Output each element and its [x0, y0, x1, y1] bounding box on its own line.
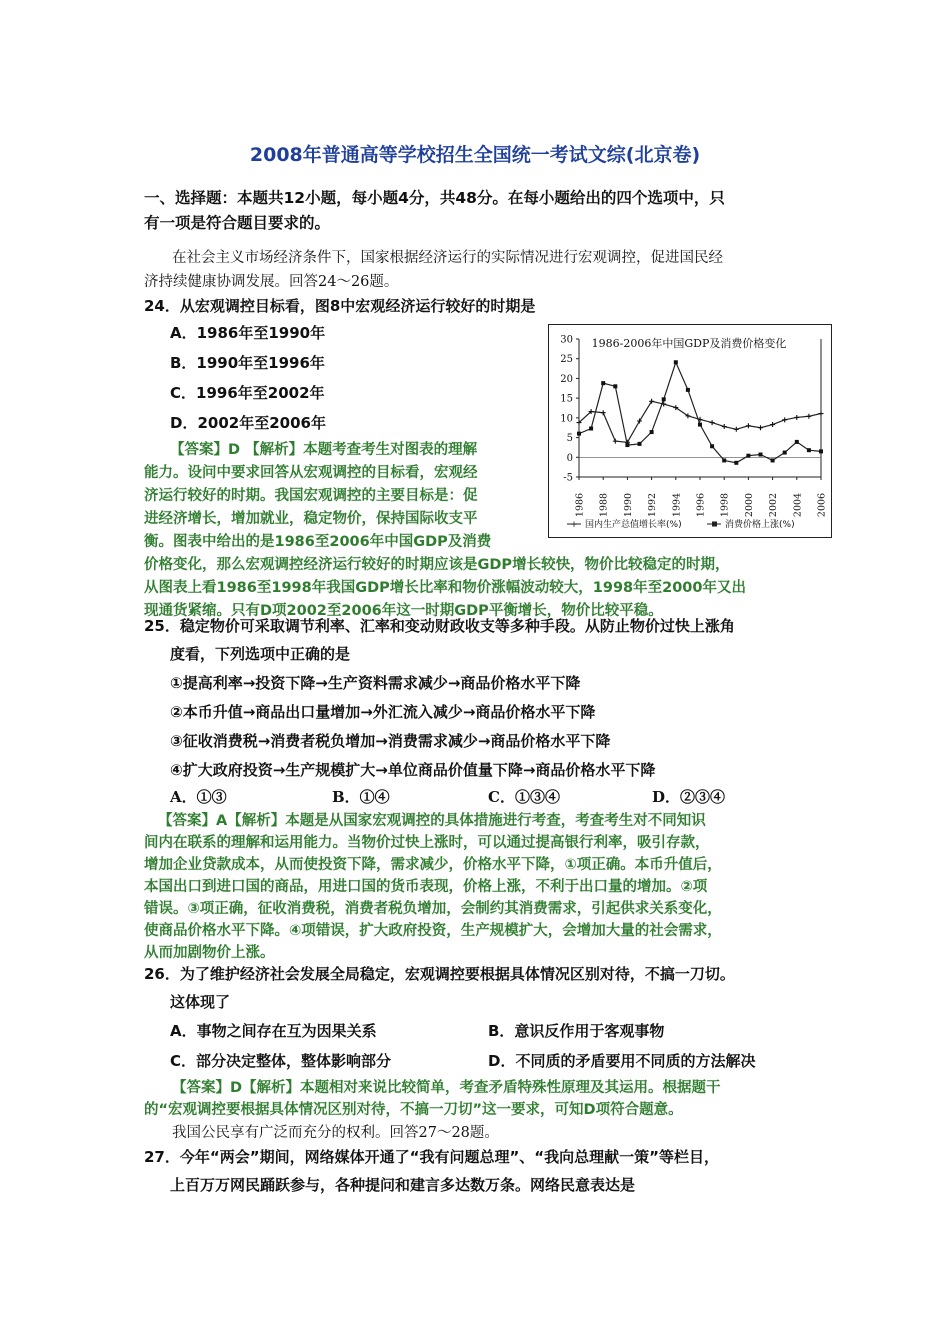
y-tick-label: 20	[560, 373, 573, 385]
q25-answer-line5: 错误。③项正确，征收消费税，消费者税负增加，会制约其消费需求，引起供求关系变化，	[144, 901, 722, 917]
gdp-point	[601, 410, 606, 415]
q24-answer-line2: 能力。设问中要求回答从宏观调控的目标看，宏观经	[144, 465, 478, 481]
chart-title: 1986-2006年中国GDP及消费价格变化	[591, 337, 787, 350]
cpi-point	[698, 423, 702, 427]
q24-answer-line7: 从图表上看1986至1998年我国GDP增长比率和物价涨幅波动较大，1998年至2000年又出	[144, 580, 746, 596]
cpi-point	[819, 449, 823, 453]
q25-answer-line6: 使商品价格水平下降。④项错误，扩大政府投资，生产规模扩大，会增加大量的社会需求，	[144, 923, 722, 939]
x-tick-label: 1996	[695, 492, 707, 518]
q25-item-1: ①提高利率→投资下降→生产资料需求减少→商品价格水平下降	[170, 674, 581, 692]
page-title: 2008年普通高等学校招生全国统一考试文综(北京卷)	[249, 144, 701, 166]
q25-stem-line2: 度看，下列选项中正确的是	[170, 645, 351, 663]
cpi-point	[577, 432, 581, 436]
y-tick-label: -5	[563, 472, 573, 484]
cpi-point	[662, 397, 666, 401]
gdp-point	[613, 439, 618, 444]
y-tick-label: 10	[560, 413, 573, 425]
y-tick-label: 25	[560, 354, 573, 366]
cpi-point	[613, 384, 617, 388]
gdp-point	[722, 424, 727, 429]
q26-answer-line2: 的“宏观调控要根据具体情况区别对待，不搞一刀切”这一要求，可知D项符合题意。	[144, 1102, 683, 1118]
cpi-point	[589, 427, 593, 431]
q24-option-a: A．1986年至1990年	[170, 324, 326, 342]
q24-stem: 24．从宏观调控目标看，图8中宏观经济运行较好的时期是	[144, 297, 536, 315]
q24-answer-line6: 价格变化，那么宏观调控经济运行较好的时期应该是GDP增长较快，物价比较稳定的时期，	[144, 557, 730, 573]
legend-marker-cpi	[712, 522, 717, 527]
q25-answer-line2: 间内在联系的理解和运用能力。当物价过快上涨时，可以通过提高银行利率，吸引存款，	[144, 835, 710, 851]
cpi-point	[686, 388, 690, 392]
x-tick-label: 1994	[671, 492, 683, 518]
gdp-point	[746, 423, 751, 428]
q24-option-c: C．1996年至2002年	[170, 384, 325, 402]
cpi-point	[601, 381, 605, 385]
cpi-point	[638, 442, 642, 446]
q24-option-b: B．1990年至1996年	[170, 354, 325, 372]
legend-label-gdp: 国内生产总值增长率(%)	[585, 520, 682, 530]
q26-answer-line1: 【答案】D【解析】本题相对来说比较简单，考查矛盾特殊性原理及其运用。根据题干	[172, 1080, 721, 1096]
section-header-line1: 一、选择题：本题共12小题，每小题4分，共48分。在每小题给出的四个选项中，只	[144, 189, 725, 207]
gdp-point	[734, 427, 739, 432]
gdp-cpi-chart	[548, 324, 832, 538]
gdp-point	[819, 411, 824, 416]
q24-answer-line5: 衡。图表中给出的是1986至2006年中国GDP及消费	[144, 534, 492, 550]
cpi-point	[674, 360, 678, 364]
series-line-cpi	[579, 362, 821, 463]
x-tick-label: 2000	[743, 492, 755, 518]
q26-stem-line2: 这体现了	[170, 993, 231, 1011]
x-tick-label: 2002	[768, 492, 780, 518]
cpi-point	[783, 451, 787, 455]
x-tick-label: 2004	[792, 492, 804, 518]
legend-label-cpi: 消费价格上涨(%)	[725, 520, 795, 530]
q25-answer-line1: 【答案】A【解析】本题是从国家宏观调控的具体措施进行考查，考查考生对不同知识	[158, 813, 706, 829]
q25-answer-line7: 从而加剧物价上涨。	[144, 945, 275, 961]
q25-item-3: ③征收消费税→消费者税负增加→消费需求减少→商品价格水平下降	[170, 732, 611, 750]
cpi-point	[771, 458, 775, 462]
q26-option-d: D．不同质的矛盾要用不同质的方法解决	[488, 1052, 756, 1070]
legend-marker-gdp: +	[570, 520, 578, 530]
q26-stem-line1: 26．为了维护经济社会发展全局稳定，宏观调控要根据具体情况区别对待，不搞一刀切。	[144, 965, 735, 983]
q27-stem-line1: 27．今年“两会”期间，网络媒体开通了“我有问题总理”、“我向总理献一策”等栏目，	[144, 1148, 720, 1166]
q26-option-c: C．部分决定整体，整体影响部分	[170, 1052, 392, 1070]
q25-choice-a: A．①③	[170, 788, 227, 806]
q25-choice-b: B．①④	[332, 788, 390, 806]
q27-stem-line2: 上百万万网民踊跃参与，各种提问和建言多达数万条。网络民意表达是	[170, 1176, 636, 1194]
gdp-point	[794, 415, 799, 420]
cpi-point	[807, 448, 811, 452]
cpi-point	[734, 461, 738, 465]
q25-choice-d: D．②③④	[652, 788, 726, 806]
cpi-point	[759, 453, 763, 457]
gdp-point	[770, 422, 775, 427]
x-tick-label: 1990	[622, 492, 634, 518]
x-tick-label: 2006	[816, 492, 828, 518]
q24-answer-line4: 进经济增长，增加就业，稳定物价，保持国际收支平	[144, 511, 478, 527]
q25-item-4: ④扩大政府投资→生产规模扩大→单位商品价值量下降→商品价格水平下降	[170, 761, 656, 779]
section-header-line2: 有一项是符合题目要求的。	[144, 214, 331, 232]
cpi-point	[650, 430, 654, 434]
intro2: 我国公民享有广泛而充分的权利。回答27～28题。	[172, 1125, 499, 1141]
q24-answer-line3: 济运行较好的时期。我国宏观调控的主要目标是：促	[144, 488, 478, 504]
y-tick-label: 30	[560, 334, 573, 346]
gdp-point	[758, 425, 763, 430]
cpi-point	[710, 444, 714, 448]
q25-answer-line3: 增加企业贷款成本，从而使投资下降，需求减少，价格水平下降，①项正确。本币升值后，	[144, 857, 722, 873]
gdp-point	[782, 417, 787, 422]
y-tick-label: 15	[560, 393, 573, 405]
cpi-point	[795, 440, 799, 444]
y-tick-label: 0	[566, 452, 573, 464]
gdp-point	[806, 414, 811, 419]
x-tick-label: 1988	[598, 492, 610, 518]
cpi-point	[625, 443, 629, 447]
cpi-point	[722, 458, 726, 462]
q25-choice-c: C．①③④	[488, 788, 560, 806]
y-tick-label: 5	[566, 433, 573, 445]
chart-svg	[549, 325, 831, 537]
cpi-point	[746, 454, 750, 458]
gdp-point	[710, 420, 715, 425]
q25-item-2: ②本币升值→商品出口量增加→外汇流入减少→商品价格水平下降	[170, 703, 596, 721]
q26-option-b: B．意识反作用于客观事物	[488, 1022, 665, 1040]
x-tick-label: 1998	[719, 492, 731, 518]
q26-option-a: A．事物之间存在互为因果关系	[170, 1022, 377, 1040]
intro-line1: 在社会主义市场经济条件下，国家根据经济运行的实际情况进行宏观调控，促进国民经	[172, 250, 723, 266]
q24-answer-line1: 【答案】D 【解析】本题考查考生对图表的理解	[170, 442, 478, 458]
x-tick-label: 1986	[574, 492, 586, 518]
q25-answer-line4: 本国出口到进口国的商品，用进口国的货币表现，价格上涨，不利于出口量的增加。②项	[144, 879, 708, 895]
intro-line2: 济持续健康协调发展。回答24～26题。	[144, 274, 399, 290]
q24-answer-line8: 现通货紧缩。只有D项2002至2006年这一时期GDP平衡增长，物价比较平稳。	[144, 603, 663, 619]
x-tick-label: 1992	[647, 492, 659, 518]
q25-stem-line1: 25．稳定物价可采取调节利率、汇率和变动财政收支等多种手段。从防止物价过快上涨角	[144, 617, 735, 635]
q24-option-d: D．2002年至2006年	[170, 414, 326, 432]
